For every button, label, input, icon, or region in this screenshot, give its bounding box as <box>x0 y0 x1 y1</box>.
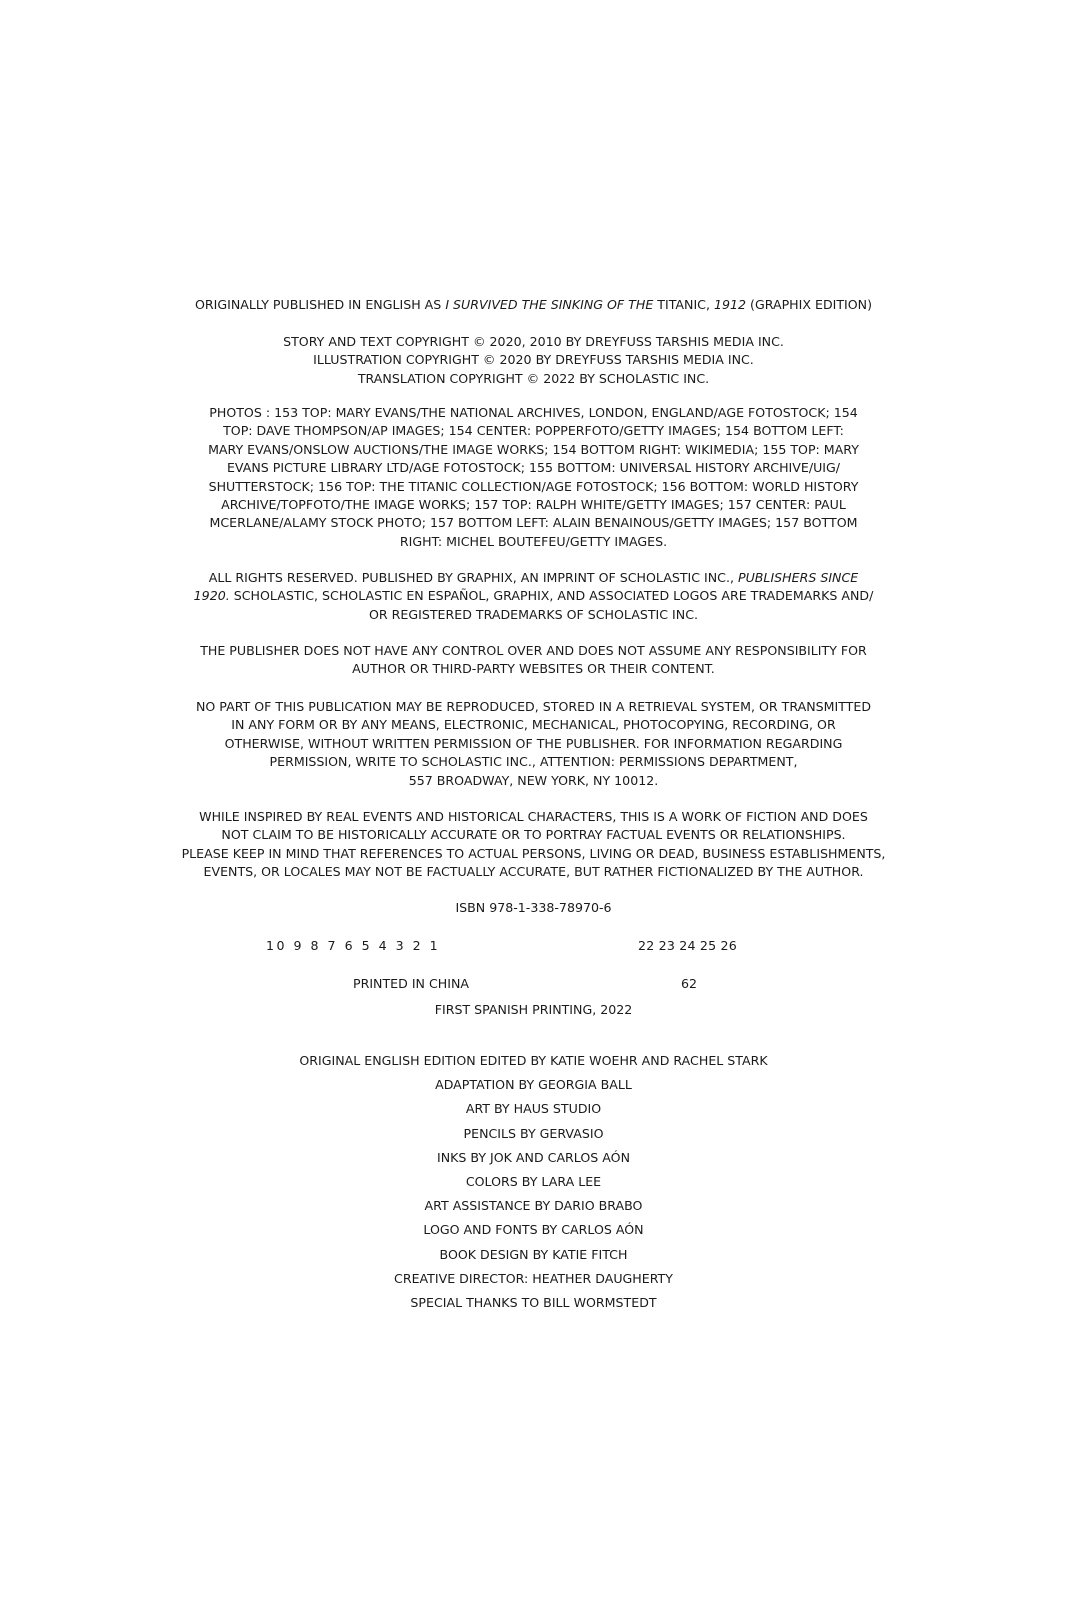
reproduction-notice-line: 557 BROADWAY, NEW YORK, NY 10012. <box>408 772 659 788</box>
credit-line: LOGO AND FONTS BY CARLOS AÓN <box>423 1222 644 1238</box>
credit-line: CREATIVE DIRECTOR: HEATHER DAUGHERTY <box>394 1270 673 1286</box>
reproduction-notice-block <box>170 698 897 790</box>
original-publication-line <box>170 296 897 314</box>
rights-reserved-block <box>170 569 897 624</box>
rights-line1-italic: PUBLISHERS SINCE <box>737 570 859 585</box>
reproduction-notice-line: IN ANY FORM OR BY ANY MEANS, ELECTRONIC, MECHANICAL, PHOTOCOPYING, RECORDING, OR <box>231 717 836 733</box>
credit-line: ADAPTATION BY GEORGIA BALL <box>435 1077 632 1093</box>
original-title-italic: I SURVIVED THE SINKING OF THE <box>445 297 654 312</box>
photo-credits-block <box>170 404 897 551</box>
fiction-notice-block <box>170 808 897 882</box>
photo-credits-line: ARCHIVE/TOPFOTO/THE IMAGE WORKS; 157 TOP: RALPH WHITE/GETTY IMAGES; 157 CENTER: PAUL <box>221 497 846 513</box>
print-run-numbers: 10 9 8 7 6 5 4 3 2 1 <box>266 938 441 953</box>
isbn: ISBN 978-1-338-78970-6 <box>455 900 612 915</box>
copyright-line: TRANSLATION COPYRIGHT © 2022 BY SCHOLASTIC INC. <box>357 370 710 386</box>
credit-line: INKS BY JOK AND CARLOS AÓN <box>436 1149 631 1165</box>
fiction-notice-line: EVENTS, OR LOCALES MAY NOT BE FACTUALLY ACCURATE, BUT RATHER FICTIONALIZED BY THE AUTHOR. <box>203 864 864 880</box>
rights-line2-italic: 1920. <box>193 588 230 604</box>
original-year-italic: 1912 <box>713 297 747 312</box>
reproduction-notice-line: NO PART OF THIS PUBLICATION MAY BE REPRODUCED, STORED IN A RETRIEVAL SYSTEM, OR TRANSMITTED <box>195 699 872 714</box>
photo-credits-line: TOP: DAVE THOMPSON/AP IMAGES; 154 CENTER: POPPERFOTO/GETTY IMAGES; 154 BOTTOM LEFT: <box>223 423 844 439</box>
photo-credits-line: EVANS PICTURE LIBRARY LTD/AGE FOTOSTOCK; 155 BOTTOM: UNIVERSAL HISTORY ARCHIVE/UIG/ <box>226 460 841 476</box>
reproduction-notice-line: OTHERWISE, WITHOUT WRITTEN PERMISSION OF THE PUBLISHER. FOR INFORMATION REGARDING <box>224 735 843 751</box>
fiction-notice-line: WHILE INSPIRED BY REAL EVENTS AND HISTORICAL CHARACTERS, THIS IS A WORK OF FICTION AND DOES <box>199 809 868 824</box>
photo-credits-line: MARY EVANS/ONSLOW AUCTIONS/THE IMAGE WORKS; 154 BOTTOM RIGHT: WIKIMEDIA; 155 TOP: MARY <box>208 441 859 457</box>
photo-credits-line: MCERLANE/ALAMY STOCK PHOTO; 157 BOTTOM LEFT: ALAIN BENAINOUS/GETTY IMAGES; 157 BOTTOM <box>209 515 858 531</box>
credit-line: ART ASSISTANCE BY DARIO BRABO <box>424 1198 643 1214</box>
photo-credits-line: RIGHT: MICHEL BOUTEFEU/GETTY IMAGES. <box>399 533 668 549</box>
original-publication-text <box>170 296 897 314</box>
original-suffix: (GRAPHIX EDITION) <box>746 297 873 312</box>
print-year-numbers: 22 23 24 25 26 <box>638 938 737 953</box>
credit-line: PENCILS BY GERVASIO <box>463 1125 604 1141</box>
rights-line1-roman: ALL RIGHTS RESERVED. PUBLISHED BY GRAPHIX, AN IMPRINT OF SCHOLASTIC INC., <box>208 570 738 585</box>
copyright-line: ILLUSTRATION COPYRIGHT © 2020 BY DREYFUSS TARSHIS MEDIA INC. <box>313 352 754 368</box>
rights-line <box>170 587 897 605</box>
fiction-notice-line: PLEASE KEEP IN MIND THAT REFERENCES TO ACTUAL PERSONS, LIVING OR DEAD, BUSINESS ESTABLISHMENTS, <box>181 845 886 861</box>
rights-line <box>170 569 897 587</box>
credit-line: COLORS BY LARA LEE <box>465 1173 602 1189</box>
copyright-line: STORY AND TEXT COPYRIGHT © 2020, 2010 BY DREYFUSS TARSHIS MEDIA INC. <box>283 334 784 349</box>
credit-line: BOOK DESIGN BY KATIE FITCH <box>439 1246 628 1262</box>
printing-code: 62 <box>681 976 698 991</box>
credit-line: SPECIAL THANKS TO BILL WORMSTEDT <box>410 1294 657 1310</box>
isbn-block <box>170 899 897 917</box>
photo-credits-line: PHOTOS : 153 TOP: MARY EVANS/THE NATIONAL ARCHIVES, LONDON, ENGLAND/AGE FOTOSTOCK; 154 <box>209 405 858 420</box>
publisher-notice-block <box>170 642 897 679</box>
publisher-notice-line: AUTHOR OR THIRD-PARTY WEBSITES OR THEIR CONTENT. <box>352 661 715 677</box>
fiction-notice-line: NOT CLAIM TO BE HISTORICALLY ACCURATE OR TO PORTRAY FACTUAL EVENTS OR RELATIONSHIPS. <box>221 827 846 843</box>
credit-line: ART BY HAUS STUDIO <box>465 1101 602 1117</box>
first-printing: FIRST SPANISH PRINTING, 2022 <box>434 1002 633 1017</box>
photo-credits-line: SHUTTERSTOCK; 156 TOP: THE TITANIC COLLECTION/AGE FOTOSTOCK; 156 BOTTOM: WORLD HISTORY <box>208 478 859 494</box>
credit-line: ORIGINAL ENGLISH EDITION EDITED BY KATIE WOEHR AND RACHEL STARK <box>299 1053 768 1068</box>
publisher-notice-line: THE PUBLISHER DOES NOT HAVE ANY CONTROL OVER AND DOES NOT ASSUME ANY RESPONSIBILITY FOR <box>200 643 867 658</box>
original-title-roman: TITANIC, <box>653 297 714 312</box>
rights-line: OR REGISTERED TRADEMARKS OF SCHOLASTIC INC. <box>369 606 698 622</box>
copyright-block <box>170 333 897 388</box>
original-prefix: ORIGINALLY PUBLISHED IN ENGLISH AS <box>194 297 446 312</box>
credits-block <box>170 1051 897 1317</box>
rights-line2-roman: SCHOLASTIC, SCHOLASTIC EN ESPAÑOL, GRAPHIX, AND ASSOCIATED LOGOS ARE TRADEMARKS AND/ <box>229 588 874 604</box>
reproduction-notice-line: PERMISSION, WRITE TO SCHOLASTIC INC., ATTENTION: PERMISSIONS DEPARTMENT, <box>269 754 798 770</box>
printed-in: PRINTED IN CHINA <box>353 976 469 991</box>
